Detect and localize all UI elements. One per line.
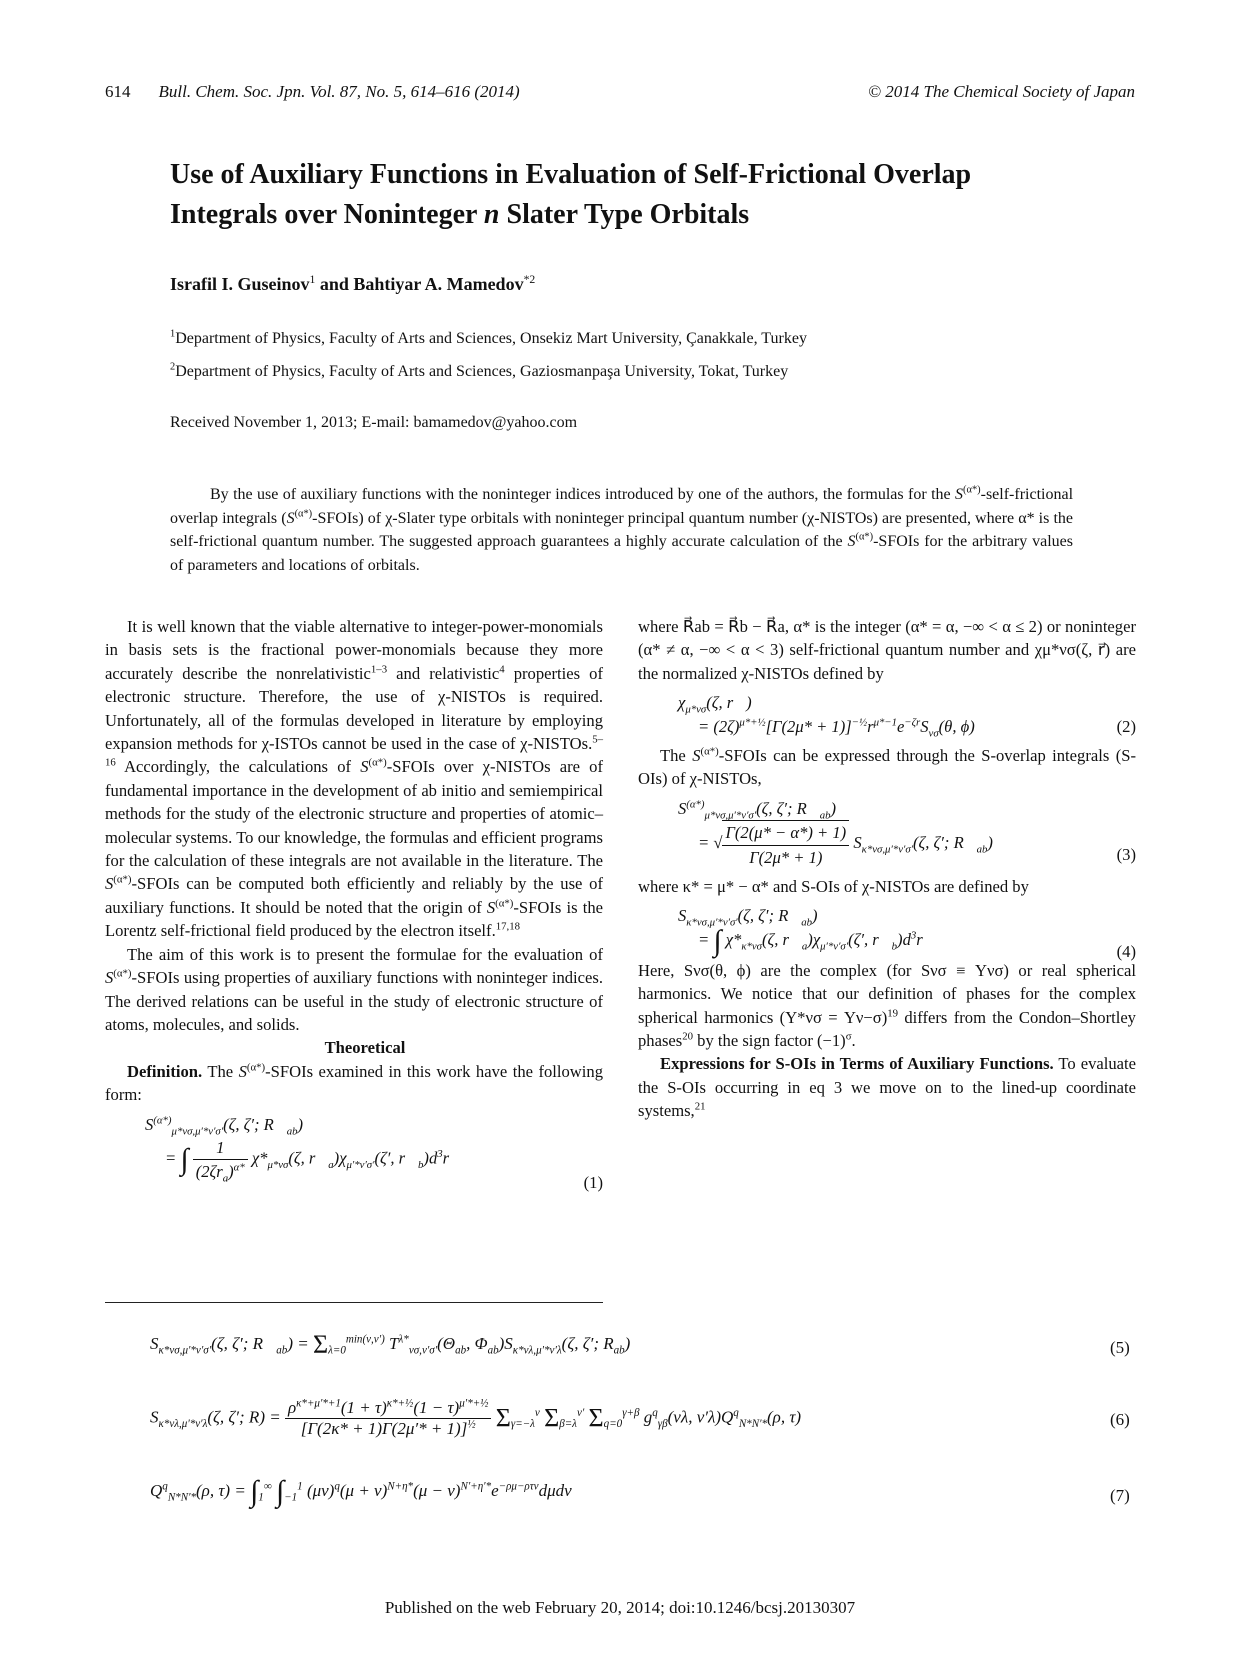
- abstract: By the use of auxiliary functions with the noninteger indices introduced by one of the authors, the formulas for the $S^{(\alpha*)}-self$-frictional overlap integrals $(S^{(\alpha*)}-SFOIs)$ of χ-Slater type orbitals with noninteger principal quantum number (χ-NISTOs) are presented, where α* is the self-frictional quantum number. The suggested approach guarantees a highly accurate calculation of the $S^{(\alpha*)}$-SFOIs for the arbitrary values of parameters and locations of orbitals.: [170, 484, 1074, 574]
- section-heading-theoretical: Theoretical: [324, 1038, 406, 1058]
- author-mamedov: Bahtiyar A. Mamedov: [353, 274, 524, 294]
- running-header-left: [105, 82, 520, 102]
- title-line-1: Use of Auxiliary Functions in Evaluation of Self-Frictional Overlap: [170, 159, 972, 190]
- title-line-2: Integrals over Noninteger n Slater Type Orbitals: [170, 199, 750, 230]
- spherical-harmonics-paragraph: Here, Sνσ(θ, ϕ) are the complex (for Sνσ ≡ Yνσ) or real spherical harmonics. We notice that our definition of phases for the complex spherical harmonics (Y*νσ = Yν−σ)$^{19}$ differs from the Condon–Shortley phases$^{20}$ by the sign factor $(-1)^\sigma$.: [638, 960, 1136, 1050]
- auxiliary-functions-paragraph: Expressions for S-OIs in Terms of Auxiliary Functions. To evaluate the S-OIs occurring in eq 3 we move on to the lined-up coordinate systems,$^{21}$: [638, 1054, 1137, 1121]
- intro-paragraph-2: The aim of this work is to present the formulae for the evaluation of $S^{(\alpha*)}$-SFOIs using properties of auxiliary functions with noninteger indices. The derived relations can be useful in the study of electronic structure of atoms, molecules, and solids.: [105, 944, 603, 1034]
- publication-footer: Published on the web February 20, 2014; doi:10.1246/bcsj.20130307: [384, 1598, 856, 1617]
- author-list: Israfil I. Guseinov$^1$ and Bahtiyar A. Mamedov$^{*2}$: [170, 273, 536, 294]
- equation-1-number: (1): [583, 1172, 603, 1192]
- author-guseinov: Israfil I. Guseinov: [170, 274, 310, 294]
- equation-7-number: (7): [1110, 1486, 1130, 1505]
- right-column: [638, 615, 1136, 1123]
- journal-citation: Bull. Chem. Soc. Jpn. Vol. 87, No. 5, 614–616 (2014): [158, 82, 520, 101]
- equation-1: $S^{(\alpha*)}_{\mu*\nu\sigma,\mu'*\nu'\sigma'}(\zeta$, ζ′; $R⃗_{ab}$) = ∫ $\frac{1}{(2\zeta r_a)^{\alpha*}}$ $\chi*_{\mu*\nu\sigma}(\zeta$, $r⃗_a)\chi_{\mu'*\nu'\sigma'}(\zeta'$, $r⃗_b)d^3r⃗$ (1): [105, 1113, 603, 1184]
- affiliation-1: $^1$Department of Physics, Faculty of Arts and Sciences, Onsekiz Mart University, Çanakkale, Turkey: [170, 328, 807, 347]
- equation-4-number: (4): [1116, 942, 1136, 962]
- left-column: [105, 615, 603, 1190]
- equation-7: $Q^q_{N*N'*}(\rho$, $\tau) = \int_1^\infty$ $\int_{-1}^1$ $(\mu\nu)^q(\mu + \nu)^{N+\eta*}(\mu - \nu)^{N'+\eta'*}e^{-\rho\mu-\rho\tau\nu}d\mu d\nu$: [150, 1475, 572, 1508]
- intro-paragraph-1: It is well known that the viable alternative to integer-power-monomials in basis sets is the fractional power-monomials because they more accurately describe the nonrelativistic$^{1-3}$ and relativistic$^4$ properties of electronic structure. Therefore, the use of χ-NISTOs is required. Unfortunately, all of the formulas developed in literature by employing expansion methods for χ-ISTOs cannot be used in the case of χ-NISTOs.$^{5-16}$ Accordingly, the calculations of $S^{(\alpha*)}$-SFOIs over χ-NISTOs are of fundamental importance in the development of ab initio and semiempirical methods for the study of the electronic structure and properties of atomic–molecular systems. To our knowledge, the formulas and efficient programs for the calculation of these integrals are not available in the literature. The $S^{(\alpha*)}$-SFOIs can be computed both efficiently and reliably by the use of auxiliary functions. It should be noted that the origin of $S^{(\alpha*)}$-SFOIs is the Lorentz self-frictional field produced by the electron itself.$^{17,18}$: [105, 617, 604, 941]
- equation-3: $S^{(\alpha*)}_{\mu*\nu\sigma,\mu'*\nu'\sigma'}(\zeta$, ζ′; $R⃗_{ab}$) = √ $\frac{\Gamma(2(\mu* - \alpha*) + 1)}{\Gamma(2\mu* + 1)}$ $S_{\kappa*\nu\sigma,\mu'*\nu'\sigma'}(\zeta$, ζ′; $R⃗_{ab}$) (3): [638, 797, 1136, 869]
- equation-2: $\chi_{\mu*\nu\sigma}(\zeta$, r⃗) = $(2\zeta)^{\mu*+\frac{1}{2}}[\Gamma(2\mu* + 1)]^{-\frac{1}{2}}r^{\mu*-1}e^{-\zeta r}S_{\nu\sigma}(\theta$, ϕ) (2): [678, 693, 1136, 739]
- received-email-line: Received November 1, 2013; E-mail: bamamedov@yahoo.com: [170, 414, 578, 431]
- article-title: [170, 155, 1070, 235]
- equation-4: $S_{\kappa*\nu\sigma,\mu'*\nu'\sigma'}(\zeta$, ζ′; $R⃗_{ab}$) = ∫ $\chi*_{\kappa*\nu\sigma}(\zeta$, $r⃗_a)\chi_{\mu'*\nu'\sigma'}(\zeta'$, $r⃗_b)d^3r⃗$ (4): [638, 904, 1136, 952]
- page-number: 614: [105, 82, 131, 101]
- equation-2-number: (2): [1116, 717, 1136, 737]
- copyright-notice: © 2014 The Chemical Society of Japan: [868, 82, 1135, 101]
- equation-6-number: (6): [1110, 1410, 1130, 1429]
- where-paragraph-2: where κ* = μ* − α* and S-OIs of χ-NISTOs are defined by: [638, 877, 1029, 897]
- equation-6: $S_{\kappa*\nu\lambda,\mu'*\nu'\lambda}(\zeta$, ζ′; R) = $\frac{\rho^{\kappa*+\mu'*+1}(1 + \tau)^{\kappa*+\frac{1}{2}}(1 - \tau)^{\mu'*+\frac{1}{2}}}{[\Gamma(2\kappa* + 1)\Gamma(2\mu'* + 1)]^{\frac{1}{2}}}$ $\Sigma_{\gamma=-\lambda}^\nu$ $\Sigma_{\beta=\lambda}^{\nu'}$ $\Sigma_{q=0}^{\gamma+\beta}$ $g^q_{\gamma\beta}(\nu\lambda$, $\nu'\lambda)Q^q_{N*N'*}(\rho$, τ): [150, 1397, 802, 1438]
- equation-5-number: (5): [1110, 1338, 1130, 1357]
- sfoi-expression-paragraph: The $S^{(\alpha*)}$-SFOIs can be expressed through the S-overlap integrals (S-OIs) of χ-NISTOs,: [638, 745, 1136, 789]
- affiliation-2: $^2$Department of Physics, Faculty of Arts and Sciences, Gaziosmanpaşa University, Tokat, Turkey: [170, 361, 789, 380]
- separator-rule: [105, 1302, 603, 1303]
- where-paragraph-1: where R⃗ab = R⃗b − R⃗a, α* is the integer (α* = α, −∞ < α ≤ 2) or noninteger (α* ≠ α, −∞ < α < 3) self-frictional quantum number and χμ*νσ(ζ, r⃗) are the normalized χ-NISTOs defined by: [638, 617, 1136, 683]
- equation-3-number: (3): [1116, 844, 1136, 864]
- equation-5: $S_{\kappa*\nu\sigma,\mu'*\nu'\sigma'}(\zeta$, ζ′; $R⃗_{ab}) = \Sigma_{\lambda=0}^{min(\nu,\nu')}$ $T^{\lambda*}_{\nu\sigma,\nu'\sigma'}(\Theta_{ab}$, $\Phi_{ab})S_{\kappa*\nu\lambda,\mu'*\nu'\lambda}(\zeta$, ζ′; $R_{ab}$): [150, 1330, 631, 1359]
- definition-paragraph: Definition. The $S^{(\alpha*)}$-SFOIs examined in this work have the following form:: [105, 1061, 603, 1105]
